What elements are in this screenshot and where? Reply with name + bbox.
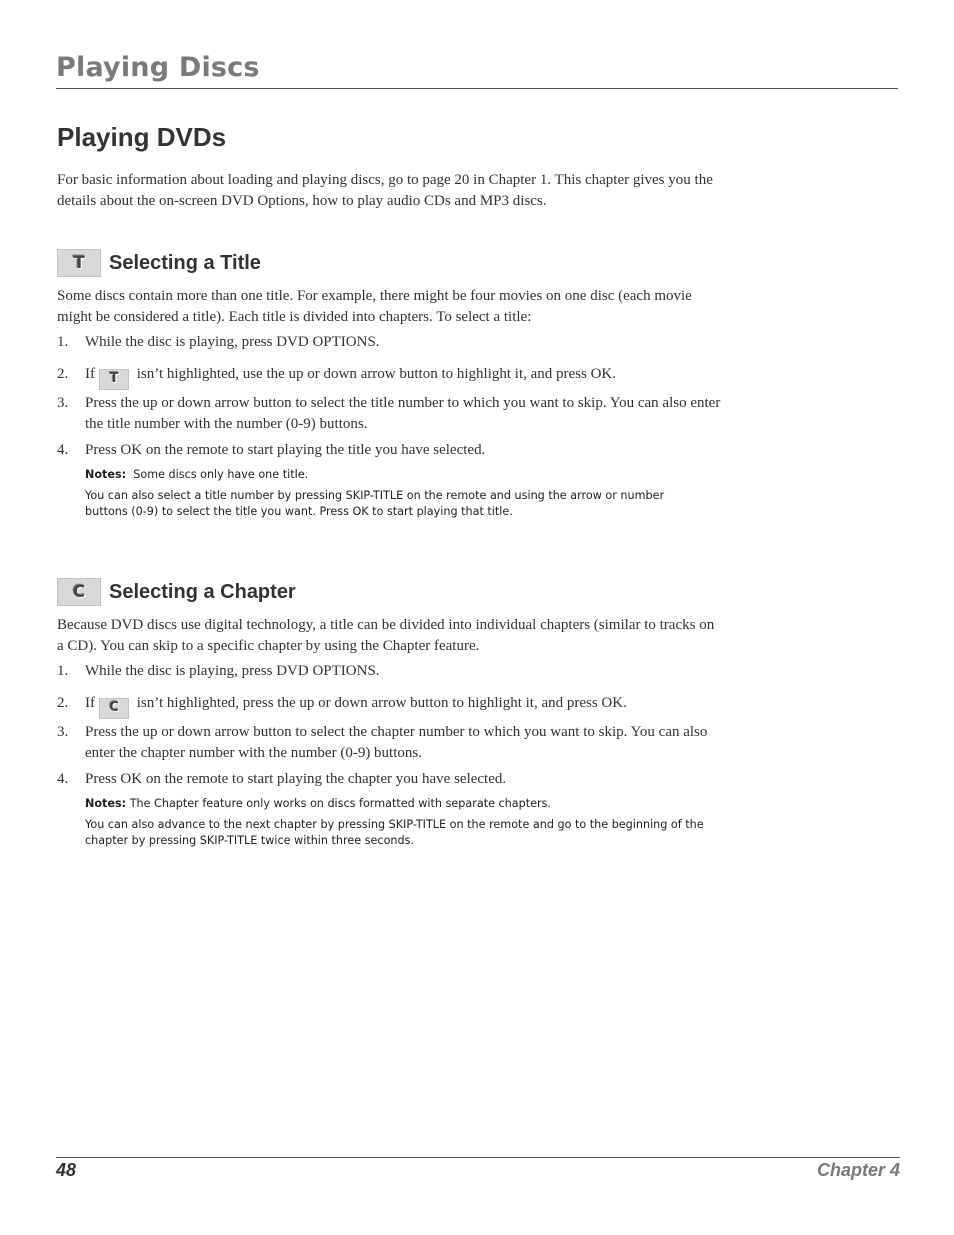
note: You can also select a title number by pressing SKIP-TITLE on the remote and using the arrow or number buttons (0-9) to select the title you want. Press OK to start playing that title. bbox=[85, 489, 665, 518]
note: Notes: Some discs only have one title. bbox=[85, 468, 309, 481]
title-icon: T bbox=[99, 369, 129, 390]
list-item: 4. Press OK on the remote to start playing the chapter you have selected. bbox=[57, 771, 507, 787]
list-item: 4. Press OK on the remote to start playing the title you have selected. bbox=[57, 442, 486, 458]
list-item: 1. While the disc is playing, press DVD OPTIONS. bbox=[57, 334, 380, 350]
list-item: 2. If T isn’t highlighted, use the up or down arrow button to highlight it, and press OK. bbox=[57, 364, 722, 390]
list-item: 3. Press the up or down arrow button to select the chapter number to which you want to skip. You can also enter the chapter number with the number (0-9) buttons. bbox=[57, 724, 708, 761]
page-title: Playing DVDs bbox=[57, 122, 227, 152]
chapter-icon: C bbox=[57, 578, 101, 606]
section-intro: Because DVD discs use digital technology, a title can be divided into individual chapters (similar to tracks on a CD). You can skip to a specific chapter by using the Chapter feature. bbox=[57, 617, 715, 654]
list-item: 1. While the disc is playing, press DVD OPTIONS. bbox=[57, 663, 380, 679]
section-heading-title bbox=[57, 249, 261, 277]
section-title: Selecting a Chapter bbox=[109, 580, 296, 603]
list-item: 2. If C isn’t highlighted, press the up or down arrow button to highlight it, and press OK. bbox=[57, 693, 722, 719]
section-heading-chapter bbox=[57, 578, 296, 606]
footer-rule bbox=[56, 1157, 900, 1158]
intro-paragraph: For basic information about loading and playing discs, go to page 20 in Chapter 1. This chapter gives you the details about the on-screen DVD Options, how to play audio CDs and MP3 discs. bbox=[57, 172, 713, 209]
title-icon: T bbox=[57, 249, 101, 277]
section-intro: Some discs contain more than one title. For example, there might be four movies on one disc (each movie might be considered a title). Each title is divided into chapters. To select a title: bbox=[57, 288, 692, 325]
header-rule bbox=[56, 88, 898, 89]
page-number: 48 bbox=[56, 1160, 77, 1180]
list-item: 3. Press the up or down arrow button to select the title number to which you want to skip. You can also enter the title number with the number (0-9) buttons. bbox=[57, 395, 721, 432]
running-header: Playing Discs bbox=[56, 52, 260, 83]
note: You can also advance to the next chapter by pressing SKIP-TITLE on the remote and go to the beginning of the chapter by pressing SKIP-TITLE twice within three seconds. bbox=[85, 818, 704, 847]
footer-chapter: Chapter 4 bbox=[816, 1160, 900, 1180]
chapter-icon: C bbox=[99, 698, 129, 719]
note: Notes: The Chapter feature only works on discs formatted with separate chapters. bbox=[85, 797, 551, 810]
section-title: Selecting a Title bbox=[109, 251, 261, 274]
